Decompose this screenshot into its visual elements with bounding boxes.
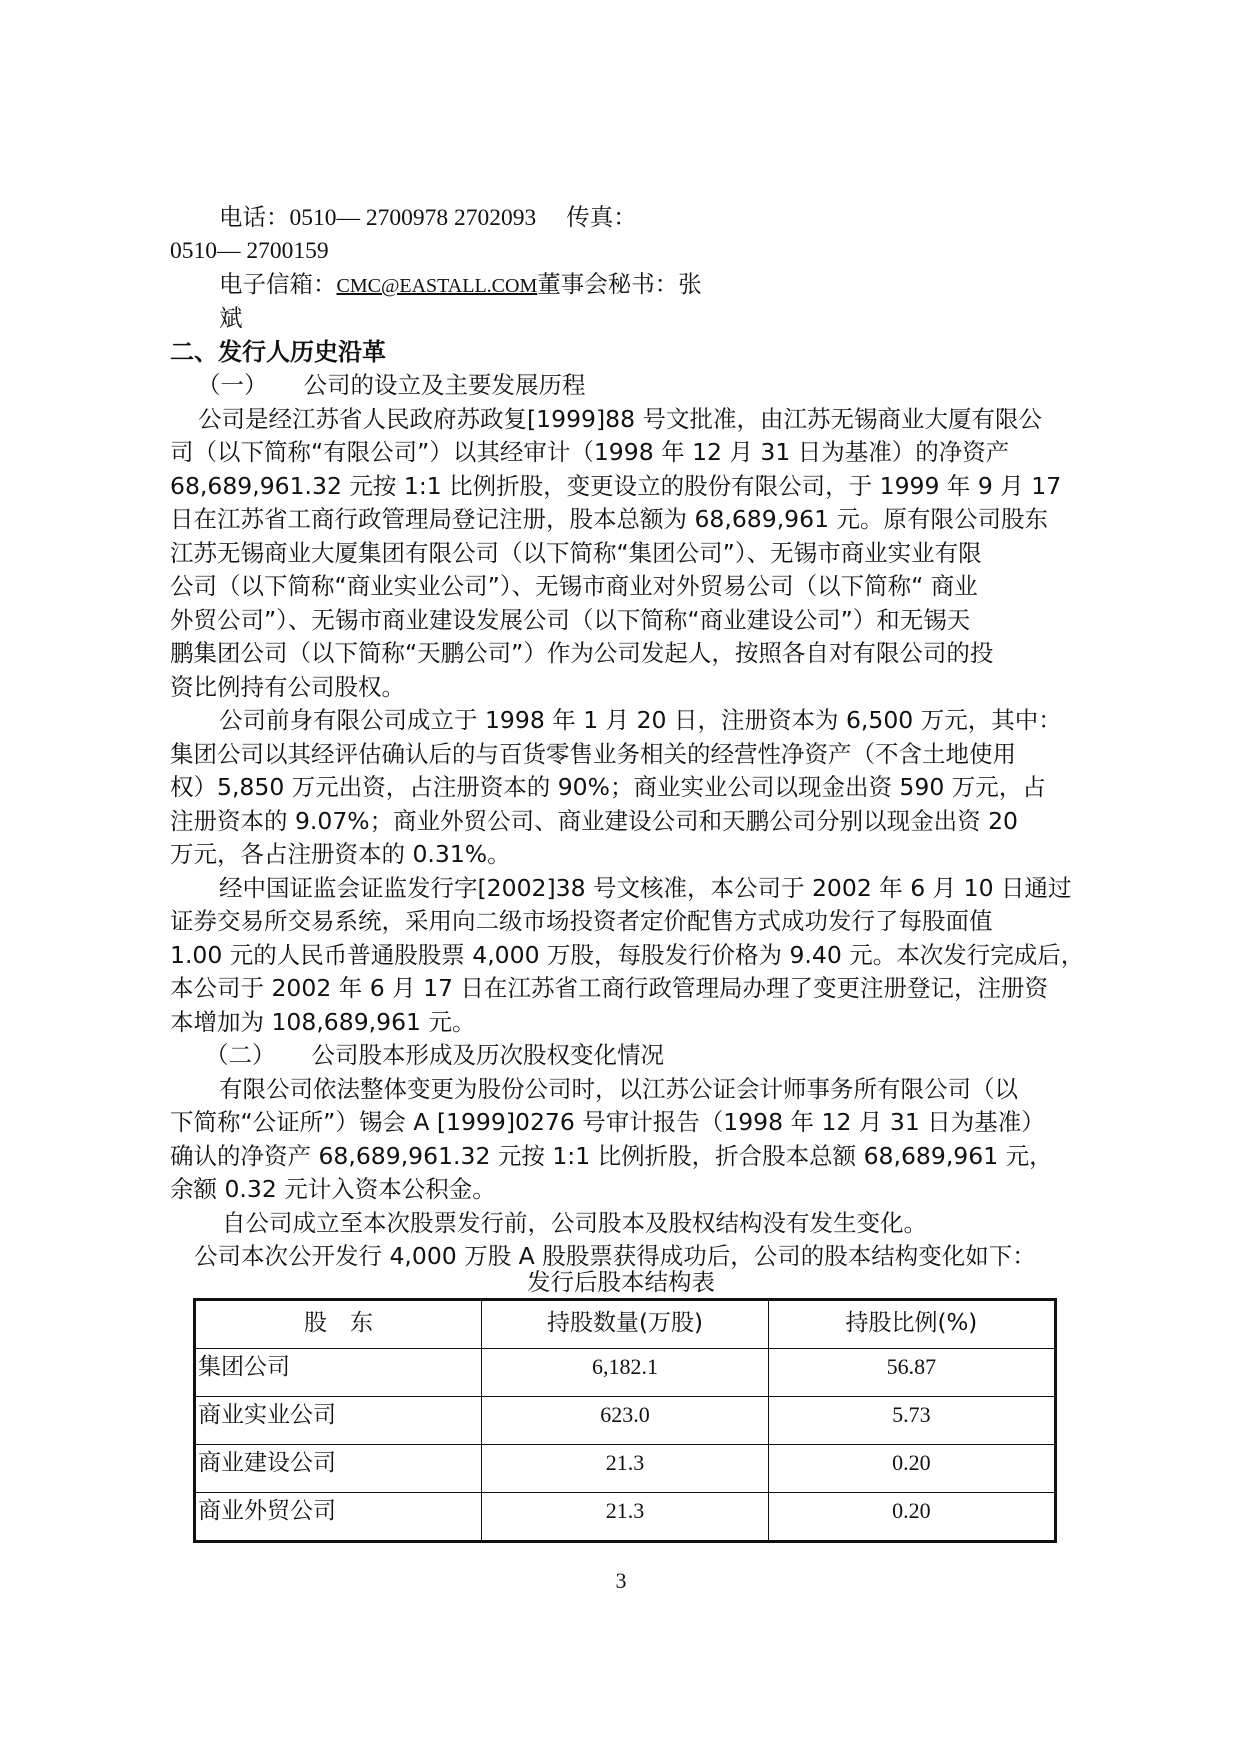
para2-line: 万元，各占注册资本的 0.31%。 [170, 840, 511, 868]
table-row [195, 1445, 1056, 1493]
para2-line: 集团公司以其经评估确认后的与百货零售业务相关的经营性净资产（不含土地使用 [170, 740, 1016, 768]
para1-line: 日在江苏省工商行政管理局登记注册，股本总额为 68,689,961 元。原有限公司股东 [170, 505, 1048, 533]
cell-share-ratio: 56.87 [768, 1349, 1055, 1397]
para3-line: 证券交易所交易系统，采用向二级市场投资者定价配售方式成功发行了每股面值 [170, 907, 993, 935]
header-share-ratio: 持股比例(%) [768, 1300, 1055, 1349]
table-row [195, 1493, 1056, 1542]
subsection-1-heading [197, 369, 586, 401]
cell-shareholder: 商业外贸公司 [195, 1493, 482, 1542]
para2-line: 权）5,850 万元出资，占注册资本的 90%；商业实业公司以现金出资 590 万元，占 [170, 773, 1046, 801]
phone-label: 电话： [219, 203, 290, 231]
header-shareholder: 股 东 [195, 1300, 482, 1349]
para3-line: 本增加为 108,689,961 元。 [170, 1008, 476, 1036]
secretary-name: 斌 [219, 304, 243, 332]
para1-line: 68,689,961.32 元按 1:1 比例折股，变更设立的股份有限公司，于 1999 年 9 月 17 [170, 472, 1062, 500]
subsection-1-number: （一） [197, 371, 268, 399]
cell-share-count: 623.0 [482, 1397, 769, 1445]
subsection-1-title: 公司的设立及主要发展历程 [303, 371, 586, 399]
cell-shareholder: 集团公司 [195, 1349, 482, 1397]
cell-share-count: 21.3 [482, 1493, 769, 1542]
para1-line: 外贸公司”）、无锡市商业建设发展公司（以下简称“商业建设公司”）和无锡天 [170, 606, 971, 634]
cell-share-count: 6,182.1 [482, 1349, 769, 1397]
email-link[interactable]: CMC@EASTALL.COM [336, 275, 538, 297]
table-caption: 发行后股本结构表 [527, 1268, 715, 1296]
phone-line [219, 201, 637, 234]
email-line [219, 268, 702, 302]
para1-line: 公司（以下简称“商业实业公司”）、无锡市商业对外贸易公司（以下简称“ 商业 [170, 572, 978, 600]
para4-line: 下简称“公证所”）锡会 A [1999]0276 号审计报告（1998 年 12 月 31 日为基准） [170, 1108, 1045, 1136]
para1-line: 鹏集团公司（以下简称“天鹏公司”）作为公司发起人，按照各自对有限公司的投 [170, 639, 994, 667]
para3-line: 1.00 元的人民币普通股股票 4,000 万股，每股发行价格为 9.40 元。本次发行完成后， [170, 941, 1085, 969]
para1-line: 资比例持有公司股权。 [170, 673, 405, 701]
cell-share-ratio: 0.20 [768, 1445, 1055, 1493]
para4-line: 有限公司依法整体变更为股份公司时，以江苏公证会计师事务所有限公司（以 [219, 1075, 1018, 1103]
header-share-count: 持股数量(万股) [482, 1300, 769, 1349]
email-label: 电子信箱： [219, 270, 337, 298]
para1-line: 江苏无锡商业大厦集团有限公司（以下简称“集团公司”）、无锡市商业实业有限 [170, 539, 982, 567]
cell-share-ratio: 0.20 [768, 1493, 1055, 1542]
fax-label: 传真： [566, 203, 637, 231]
para2-line: 注册资本的 9.07%；商业外贸公司、商业建设公司和天鹏公司分别以现金出资 20 [170, 807, 1018, 835]
table-header-row [195, 1300, 1056, 1349]
subsection-2-number: （二） [205, 1041, 276, 1069]
cell-share-count: 21.3 [482, 1445, 769, 1493]
fax-number: 0510— 2700159 [170, 238, 329, 264]
para4-line: 余额 0.32 元计入资本公积金。 [170, 1175, 496, 1203]
para3-line: 本公司于 2002 年 6 月 17 日在江苏省工商行政管理局办理了变更注册登记，注册资 [170, 974, 1048, 1002]
cell-shareholder: 商业建设公司 [195, 1445, 482, 1493]
table-row [195, 1397, 1056, 1445]
secretary-label: 董事会秘书：张 [537, 270, 702, 298]
share-structure-table [193, 1298, 1057, 1543]
subsection-2-heading [205, 1039, 664, 1071]
para1-line: 司（以下简称“有限公司”）以其经审计（1998 年 12 月 31 日为基准）的净资产 [170, 438, 1010, 466]
para1-line: 公司是经江苏省人民政府苏政复[1999]88 号文批准，由江苏无锡商业大厦有限公 [198, 405, 1043, 433]
page-number: 3 [615, 1568, 627, 1593]
paragraph-5: 自公司成立至本次股票发行前，公司股本及股权结构没有发生变化。 [222, 1209, 927, 1237]
cell-share-ratio: 5.73 [768, 1397, 1055, 1445]
table-row [195, 1349, 1056, 1397]
cell-shareholder: 商业实业公司 [195, 1397, 482, 1445]
para3-line: 经中国证监会证监发行字[2002]38 号文核准，本公司于 2002 年 6 月 10 日通过 [219, 874, 1072, 902]
para2-line: 公司前身有限公司成立于 1998 年 1 月 20 日，注册资本为 6,500 万元，其中： [219, 706, 1062, 734]
subsection-2-title: 公司股本形成及历次股权变化情况 [311, 1041, 664, 1069]
paragraph-6: 公司本次公开发行 4,000 万股 A 股股票获得成功后，公司的股本结构变化如下： [194, 1242, 1036, 1270]
para4-line: 确认的净资产 68,689,961.32 元按 1:1 比例折股，折合股本总额 68,689,961 元， [170, 1142, 1053, 1170]
section-title: 二、发行人历史沿革 [170, 338, 386, 366]
phone-numbers: 0510— 2700978 2702093 [289, 205, 537, 231]
